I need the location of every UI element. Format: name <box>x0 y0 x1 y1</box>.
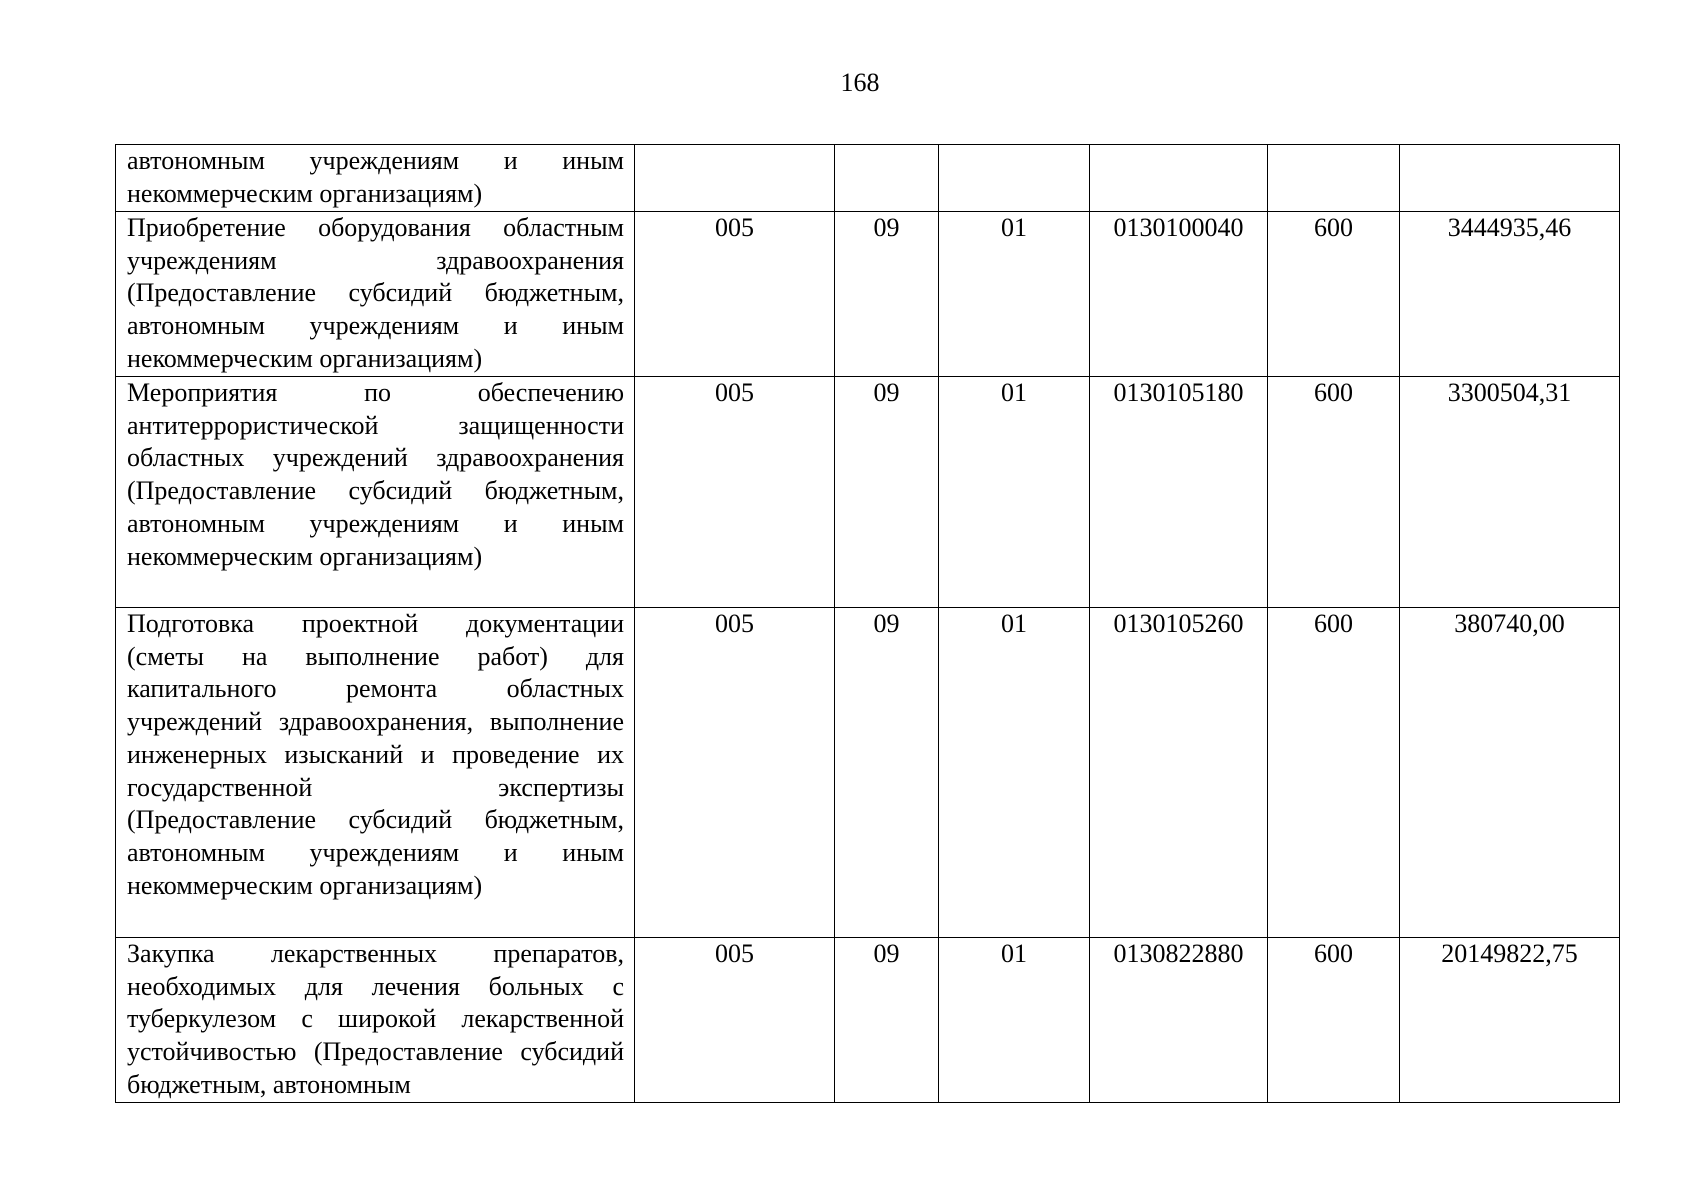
table-row <box>116 608 1620 938</box>
table-row <box>116 212 1620 377</box>
target-article-code: 0130105260 <box>1090 608 1268 938</box>
budget-table <box>115 144 1620 1103</box>
ministry-code: 005 <box>635 377 835 608</box>
amount: 20149822,75 <box>1400 938 1620 1103</box>
subsection-code: 01 <box>939 212 1090 377</box>
section-code <box>835 145 939 212</box>
target-article-code: 0130822880 <box>1090 938 1268 1103</box>
row-description: Приобретение оборудования областным учреждениям здравоохранения (Предоставление субсидий бюджетным, автономным учреждениям и иным некоммерческим организациям) <box>116 212 635 377</box>
row-description: Закупка лекарственных препаратов, необходимых для лечения больных с туберкулезом с широкой лекарственной устойчивостью (Предоставление субсидий бюджетным, автономным <box>116 938 635 1103</box>
expense-type-code <box>1268 145 1400 212</box>
subsection-code: 01 <box>939 608 1090 938</box>
amount: 3444935,46 <box>1400 212 1620 377</box>
subsection-code: 01 <box>939 377 1090 608</box>
expense-type-code: 600 <box>1268 377 1400 608</box>
expense-type-code: 600 <box>1268 212 1400 377</box>
table-row <box>116 377 1620 608</box>
table-row <box>116 938 1620 1103</box>
section-code: 09 <box>835 608 939 938</box>
subsection-code: 01 <box>939 938 1090 1103</box>
ministry-code <box>635 145 835 212</box>
ministry-code: 005 <box>635 212 835 377</box>
expense-type-code: 600 <box>1268 938 1400 1103</box>
ministry-code: 005 <box>635 938 835 1103</box>
ministry-code: 005 <box>635 608 835 938</box>
row-description: Мероприятия по обеспечению антитеррористической защищенности областных учреждений здравоохранения (Предоставление субсидий бюджетным, автономным учреждениям и иным некоммерческим организациям) <box>116 377 635 608</box>
row-description: Подготовка проектной документации (сметы на выполнение работ) для капитального ремонта областных учреждений здравоохранения, выполнение инженерных изысканий и проведение их государственной экспертизы (Предоставление субсидий бюджетным, автономным учреждениям и иным некоммерческим организациям) <box>116 608 635 938</box>
amount: 380740,00 <box>1400 608 1620 938</box>
table-row <box>116 145 1620 212</box>
section-code: 09 <box>835 377 939 608</box>
target-article-code: 0130105180 <box>1090 377 1268 608</box>
section-code: 09 <box>835 212 939 377</box>
row-description: автономным учреждениям и иным некоммерческим организациям) <box>116 145 635 212</box>
page-number: 168 <box>840 68 880 97</box>
section-code: 09 <box>835 938 939 1103</box>
subsection-code <box>939 145 1090 212</box>
target-article-code: 0130100040 <box>1090 212 1268 377</box>
amount <box>1400 145 1620 212</box>
target-article-code <box>1090 145 1268 212</box>
amount: 3300504,31 <box>1400 377 1620 608</box>
expense-type-code: 600 <box>1268 608 1400 938</box>
